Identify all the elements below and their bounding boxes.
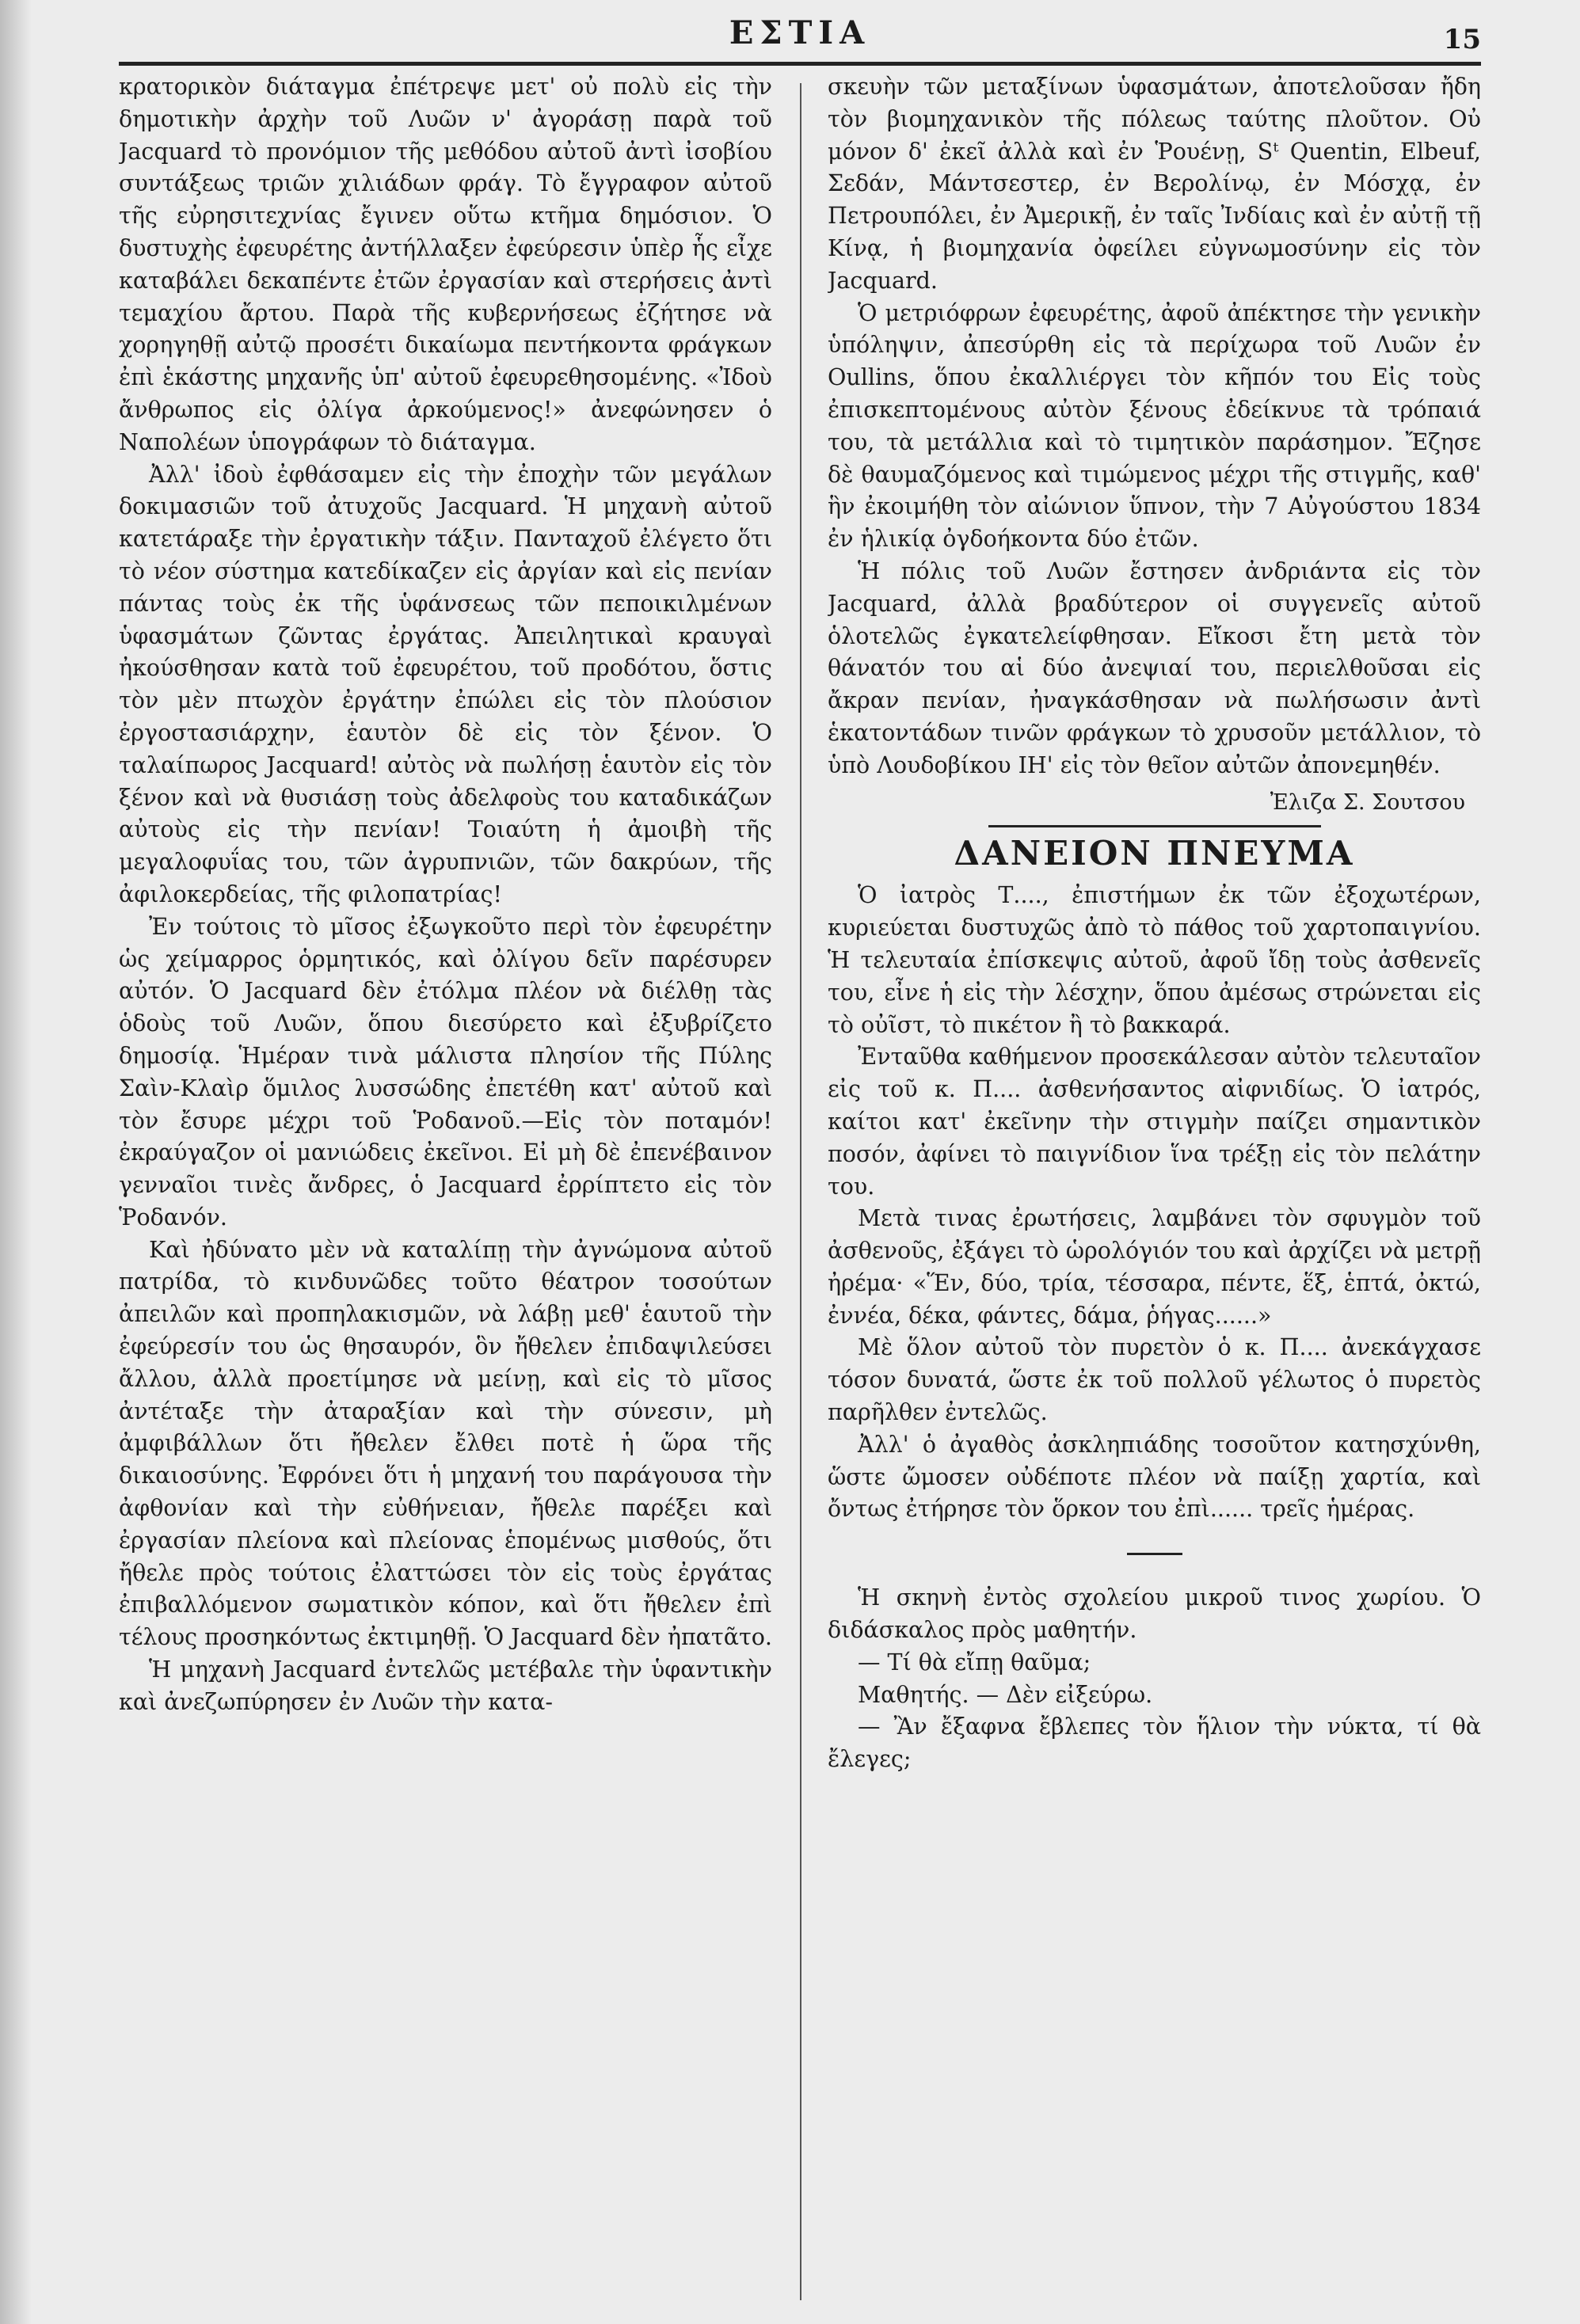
short-separator <box>1127 1553 1182 1555</box>
right-paragraph-1: σκευὴν τῶν μεταξίνων ὑφασμάτων, ἀποτελοῦσαν ἤδη τὸν βιομηχανικὸν τῆς πόλεως ταύτης πλοῦτον. Οὐ μόνον δ' ἐκεῖ ἀλλὰ καὶ ἐν Ῥουένῃ, Sᵗ Quentin, Elbeuf, Σεδάν, Μάντσεστερ, ἐν Βερολίνῳ, ἐν Μόσχᾳ, ἐν Πετρουπόλει, ἐν Ἀμερικῇ, ἐν ταῖς Ἰνδίαις καὶ ἐν αὐτῇ τῇ Κίνᾳ, ἡ βιομηχανία ὀφείλει εὐγνωμοσύνην εἰς τὸν Jacquard. <box>828 74 1481 294</box>
article-paragraph-5: Ἀλλ' ὁ ἀγαθὸς ἀσκληπιάδης τοσοῦτον κατησχύνθη, ὥστε ὤμοσεν οὐδέποτε πλέον νὰ παίξῃ χαρτία, καὶ ὄντως ἐτήρησε τὸν ὅρκον του ἐπὶ...... τρεῖς ἡμέρας. <box>828 1431 1481 1523</box>
article-paragraph-3: Μετὰ τινας ἐρωτήσεις, λαμβάνει τὸν σφυγμὸν τοῦ ἀσθενοῦς, ἐξάγει τὸ ὡρολόγιόν του καὶ ἀρχίζει νὰ μετρῇ ἠρέμα· «Ἕν, δύο, τρία, τέσσαρα, πέντε, ἕξ, ἑπτά, ὀκτώ, ἐννέα, δέκα, φάντες, δάμα, ῥήγας......» <box>828 1205 1481 1329</box>
right-paragraph-2: Ὁ μετριόφρων ἐφευρέτης, ἀφοῦ ἀπέκτησε τὴν γενικὴν ὑπόληψιν, ἀπεσύρθη εἰς τὰ περίχωρα τοῦ Λυῶν ἐν Oullins, ὅπου ἐκαλλιέργει τὸν κῆπόν του Εἰς τοὺς ἐπισκεπτομένους αὐτὸν ξένους ἐδείκνυε τὰ τρόπαιά του, τὰ μετάλλια καὶ τὸ τιμητικὸν παράσημον. Ἔζησε δὲ θαυμαζόμενος καὶ τιμώμενος μέχρι τῆς στιγμῆς, καθ' ἣν ἐκοιμήθη τὸν αἰώνιον ὕπνον, τὴν 7 Αὐγούστου 1834 ἐν ἡλικίᾳ ὀγδοήκοντα δύο ἐτῶν. <box>828 299 1481 553</box>
left-column <box>119 71 772 2316</box>
anecdote-paragraph-1: Ἡ σκηνὴ ἐντὸς σχολείου μικροῦ τινος χωρίου. Ὁ διδάσκαλος πρὸς μαθητήν. <box>828 1584 1481 1644</box>
anecdote-paragraph-4: — Ἂν ἔξαφνα ἔβλεπες τὸν ἥλιον τὴν νύκτα, τί θὰ ἔλεγες; <box>828 1714 1481 1773</box>
anecdote-paragraph-3: Μαθητής. — Δὲν εἰξεύρω. <box>858 1681 1153 1708</box>
article-title: ΔΑΝΕΙΟΝ ΠΝΕΥΜΑ <box>954 834 1355 873</box>
binding-shadow <box>0 0 32 2324</box>
column-divider <box>800 83 801 2300</box>
left-paragraph-2: Ἀλλ' ἰδοὺ ἐφθάσαμεν εἰς τὴν ἐποχὴν τῶν μεγάλων δοκιμασιῶν τοῦ ἀτυχοῦς Jacquard. Ἡ μηχανὴ αὐτοῦ κατετάραξε τὴν ἐργατικὴν τάξιν. Πανταχοῦ ἐλέγετο ὅτι τὸ νέον σύστημα κατεδίκαζεν εἰς ἀργίαν καὶ εἰς πενίαν πάντας τοὺς ἐκ τῆς ὑφάνσεως τῶν πεποικιλμένων ὑφασμάτων ζῶντας ἐργάτας. Ἀπειλητικαὶ κραυγαὶ ἠκούσθησαν κατὰ τοῦ ἐφευρέτου, τοῦ προδότου, ὅστις τὸν μὲν πτωχὸν ἐργάτην ἐπώλει εἰς τὸν πλούσιον ἐργοστασιάρχην, ἑαυτὸν δὲ εἰς τὸν ξένον. Ὁ ταλαίπωρος Jacquard! αὐτὸς νὰ πωλήσῃ ἑαυτὸν εἰς τὸν ξένον καὶ νὰ θυσιάσῃ τοὺς ἀδελφοὺς του καταδικάζων αὐτοὺς εἰς τὴν πενίαν! Τοιαύτη ἡ ἀμοιβὴ τῆς μεγαλοφυΐας του, τῶν ἀγρυπνιῶν, τῶν δακρύων, τῆς ἀφιλοκερδείας, τῆς φιλοπατρίας! <box>119 461 772 907</box>
article-separator <box>988 825 1321 827</box>
right-paragraph-3: Ἡ πόλις τοῦ Λυῶν ἔστησεν ἀνδριάντα εἰς τὸν Jacquard, ἀλλὰ βραδύτερον οἱ συγγενεῖς αὐτοῦ ὁλοτελῶς ἐγκατελείφθησαν. Εἴκοσι ἔτη μετὰ τὸν θάνατόν του αἱ δύο ἀνεψιαί του, περιελθοῦσαι εἰς ἄκραν πενίαν, ἠναγκάσθησαν νὰ πωλήσωσιν ἀντὶ ἑκατοντάδων τινῶν φράγκων τὸ χρυσοῦν μετάλλιον, τὸ ὑπὸ Λουδοβίκου ΙΗ' εἰς τὸν θεῖον αὐτῶν ἀπονεμηθέν. <box>828 557 1481 778</box>
article-paragraph-1: Ὁ ἰατρὸς Τ...., ἐπιστήμων ἐκ τῶν ἐξοχωτέρων, κυριεύεται δυστυχῶς ἀπὸ τὸ πάθος τοῦ χαρτοπαιγνίου. Ἡ τελευταία ἐπίσκεψις αὐτοῦ, ἀφοῦ ἴδῃ τοὺς ἀσθενεῖς του, εἶνε ἡ εἰς τὴν λέσχην, ὅπου ἀμέσως στρώνεται εἰς τὸ οὐῖστ, τὸ πικέτον ἢ τὸ βακκαρά. <box>828 882 1481 1038</box>
running-head <box>119 14 1481 62</box>
anecdote-paragraph-2: — Τί θὰ εἴπῃ θαῦμα; <box>858 1649 1091 1675</box>
article-paragraph-4: Μὲ ὅλον αὐτοῦ τὸν πυρετὸν ὁ κ. Π.... ἀνεκάγχασε τόσον δυνατά, ὥστε ἐκ τοῦ πολλοῦ γέλωτος ὁ πυρετὸς παρῆλθεν ἐντελῶς. <box>828 1334 1481 1426</box>
right-column <box>828 71 1481 2316</box>
header-rule <box>119 62 1481 66</box>
left-paragraph-5: Ἡ μηχανὴ Jacquard ἐντελῶς μετέβαλε τὴν ὑφαντικὴν καὶ ἀνεζωπύρησεν ἐν Λυῶν τὴν κατα- <box>119 1656 772 1715</box>
left-paragraph-3: Ἐν τούτοις τὸ μῖσος ἐξωγκοῦτο περὶ τὸν ἐφευρέτην ὡς χείμαρρος ὁρμητικός, καὶ ὀλίγου δεῖν παρέσυρεν αὐτόν. Ὁ Jacquard δὲν ἐτόλμα πλέον νὰ διέλθῃ τὰς ὁδοὺς τοῦ Λυῶν, ὅπου διεσύρετο καὶ ἐξυβρίζετο δημοσίᾳ. Ἡμέραν τινὰ μάλιστα πλησίον τῆς Πύλης Σαὶν-Κλαὶρ ὅμιλος λυσσώδης ἐπετέθη κατ' αὐτοῦ καὶ τὸν ἔσυρε μέχρι τοῦ Ῥοδανοῦ.—Εἰς τὸν ποταμόν! ἐκραύγαζον οἱ μανιώδεις ἐκεῖνοι. Εἰ μὴ δὲ ἐπενέβαινον γενναῖοι τινὲς ἄνδρες, ὁ Jacquard ἐρρίπτετο εἰς τὸν Ῥοδανόν. <box>119 913 772 1230</box>
page-number: 15 <box>1443 24 1481 55</box>
left-paragraph-4: Καὶ ἠδύνατο μὲν νὰ καταλίπῃ τὴν ἀγνώμονα αὐτοῦ πατρίδα, τὸ κινδυνῶδες τοῦτο θέατρον τοσούτων ἀπειλῶν καὶ προπηλακισμῶν, νὰ λάβῃ μεθ' ἑαυτοῦ τὴν ἐφεύρεσίν του ὡς θησαυρόν, ὃν ἤθελεν ἐπιδαψιλεύσει ἄλλου, ἀλλὰ προετίμησε νὰ μείνῃ, καὶ εἰς τὸ μῖσος ἀντέταξε τὴν ἀταραξίαν καὶ τὴν σύνεσιν, μὴ ἀμφιβάλλων ὅτι ἤθελεν ἔλθει ποτὲ ἡ ὥρα τῆς δικαιοσύνης. Ἐφρόνει ὅτι ἡ μηχανή του παράγουσα τὴν ἀφθονίαν καὶ τὴν εὐθήνειαν, ἤθελε παρέξει καὶ ἐργασίαν πλείονα καὶ πλείονας ἑπομένως μισθούς, ὅτι ἤθελε πρὸς τούτοις ἐλαττώσει τὸν εἰς τοὺς ἐργάτας ἐπιβαλλόμενον σωματικὸν κόπον, καὶ ὅτι ἤθελεν ἐπὶ τέλους προσηκόντως ἐκτιμηθῇ. Ὁ Jacquard δὲν ἠπατᾶτο. <box>119 1236 772 1651</box>
journal-title: ΕΣΤΙΑ <box>729 14 871 51</box>
author-signature: Ἐλιζα Σ. Σουτσου <box>1270 789 1465 815</box>
article-paragraph-2: Ἐνταῦθα καθήμενον προσεκάλεσαν αὐτὸν τελευταῖον εἰς τοῦ κ. Π.... ἀσθενήσαντος αἰφνιδίως. Ὁ ἰατρός, καίτοι κατ' ἐκεῖνην τὴν στιγμὴν παίζει σημαντικὸν ποσόν, ἀφίνει τὸ παιγνίδιον ἵνα τρέξῃ εἰς τὸν πελάτην του. <box>828 1044 1481 1200</box>
left-paragraph-1: κρατορικὸν διάταγμα ἐπέτρεψε μετ' οὐ πολὺ εἰς τὴν δημοτικὴν ἀρχὴν τοῦ Λυῶν ν' ἀγοράσῃ παρὰ τοῦ Jacquard τὸ προνόμιον τῆς μεθόδου αὐτοῦ ἀντὶ ἰσοβίου συντάξεως τριῶν χιλιάδων φράγ. Τὸ ἔγγραφον αὐτοῦ τῆς εὐρησιτεχνίας ἔγινεν οὕτω κτῆμα δημόσιον. Ὁ δυστυχὴς ἐφευρέτης ἀντήλλαξεν ἐφεύρεσιν ὑπὲρ ἧς εἶχε καταβάλει δεκαπέντε ἐτῶν ἐργασίαν καὶ στερήσεις ἀντὶ τεμαχίου ἄρτου. Παρὰ τῆς κυβερνήσεως ἐζήτησε νὰ χορηγηθῇ αὐτῷ προσέτι δικαίωμα πεντήκοντα φράγκων ἐπὶ ἑκάστης μηχανῆς ὑπ' αὐτοῦ ἐφευρεθησομένης. «Ἰδοὺ ἄνθρωπος εἰς ὀλίγα ἀρκούμενος!» ἀνεφώνησεν ὁ Ναπολέων ὑπογράφων τὸ διάταγμα. <box>119 74 772 455</box>
